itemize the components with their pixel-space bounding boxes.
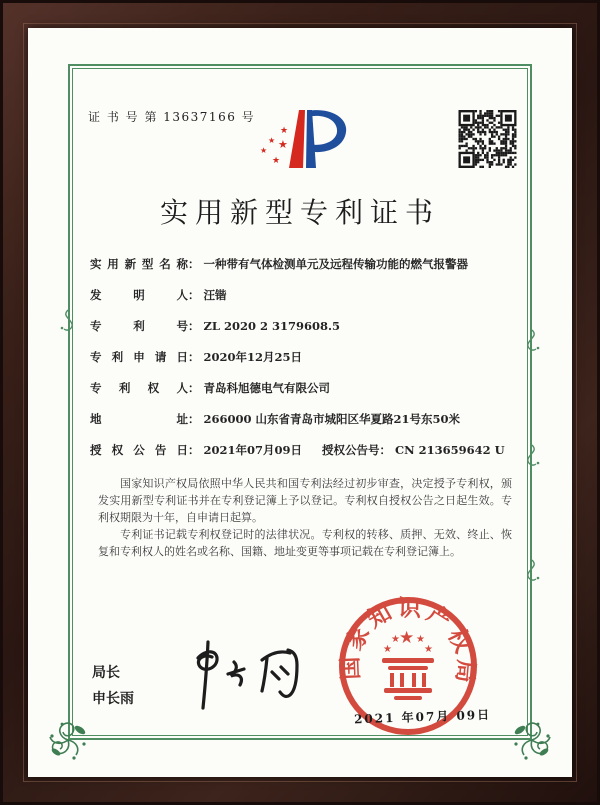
- signer-title: 局长: [92, 665, 120, 681]
- svg-text:★: ★: [260, 146, 268, 155]
- signer-block: [92, 660, 134, 712]
- field-row-address: 地址： 266000 山东省青岛市城阳区华夏路21号东50米: [90, 412, 461, 426]
- field-row-patent-no: 专利号： ZL 2020 2 3179608.5: [90, 319, 341, 333]
- legal-text: [98, 475, 512, 560]
- svg-text:★: ★: [383, 644, 392, 655]
- edge-swirl-icon: [520, 443, 544, 467]
- qr-code: [458, 110, 517, 168]
- signer-name: 申长雨: [92, 691, 134, 707]
- corner-flourish-icon: [44, 716, 92, 764]
- svg-text:★: ★: [268, 136, 276, 145]
- field-label: 专利号: [90, 319, 188, 333]
- svg-text:★: ★: [272, 156, 281, 166]
- field-label: 授权公告号: [322, 443, 380, 457]
- field-label: 专利权人: [90, 381, 188, 395]
- svg-text:★: ★: [424, 644, 433, 655]
- corner-flourish-icon: [508, 716, 556, 764]
- edge-swirl-icon: [520, 328, 544, 352]
- svg-text:★: ★: [399, 628, 415, 648]
- certificate-number: 证 书 号 第 13637166 号: [88, 110, 256, 124]
- cnipa-logo-icon: [258, 106, 352, 172]
- field-value: 汪锴: [203, 288, 227, 302]
- certificate-paper: [28, 28, 572, 777]
- field-value: 2021年07月09日: [203, 443, 303, 457]
- edge-swirl-icon: [56, 308, 80, 332]
- field-label: 发明人: [90, 288, 188, 302]
- field-value: 一种带有气体检测单元及远程传输功能的燃气报警器: [203, 257, 468, 271]
- svg-text:★: ★: [280, 126, 289, 136]
- field-label: 专利申请日: [90, 350, 188, 364]
- field-value: ZL 2020 2 3179608.5: [203, 319, 341, 333]
- field-row-inventor: 发明人： 汪锴: [90, 288, 227, 302]
- field-row-patentee: 专利权人： 青岛科旭德电气有限公司: [90, 381, 330, 395]
- certificate-title: 实用新型专利证书: [159, 196, 440, 229]
- seal-date: 2021 年07月 09日: [353, 707, 492, 727]
- field-label: 实用新型名称: [90, 257, 188, 271]
- field-value: CN 213659642 U: [395, 443, 505, 457]
- field-row-grant: 授权公告日： 2021年07月09日 授权公告号： CN 213659642 U: [90, 443, 505, 457]
- seal-ring-text: 国家知识产权局: [336, 594, 480, 684]
- field-row-name: 实用新型名称： 一种带有气体检测单元及远程传输功能的燃气报警器: [90, 257, 468, 271]
- field-label: 授权公告日: [90, 443, 188, 457]
- field-value: 266000 山东省青岛市城阳区华夏路21号东50米: [203, 412, 461, 426]
- legal-paragraph: 国家知识产权局依照中华人民共和国专利法经过初步审查，决定授予专利权，颁发实用新型专利证书并在专利登记簿上予以登记。专利权自授权公告之日起生效。专利权期限为十年，自申请日起算。: [98, 477, 512, 524]
- director-signature: [168, 636, 328, 716]
- field-row-filing-date: 专利申请日： 2020年12月25日: [90, 350, 303, 364]
- grant-number-pair: 授权公告号： CN 213659642 U: [322, 443, 505, 457]
- svg-text:★: ★: [278, 138, 288, 151]
- svg-text:★: ★: [416, 634, 425, 645]
- field-value: 2020年12月25日: [203, 350, 303, 364]
- legal-paragraph: 专利证书记载专利权登记时的法律状况。专利权的转移、质押、无效、终止、恢复和专利权人的姓名或名称、国籍、地址变更等事项记载在专利登记簿上。: [98, 528, 512, 558]
- field-label: 地址: [90, 412, 188, 426]
- field-list: [90, 256, 520, 473]
- edge-swirl-icon: [520, 558, 544, 582]
- svg-text:★: ★: [391, 634, 400, 645]
- national-emblem-icon: [382, 628, 434, 700]
- field-value: 青岛科旭德电气有限公司: [203, 381, 330, 395]
